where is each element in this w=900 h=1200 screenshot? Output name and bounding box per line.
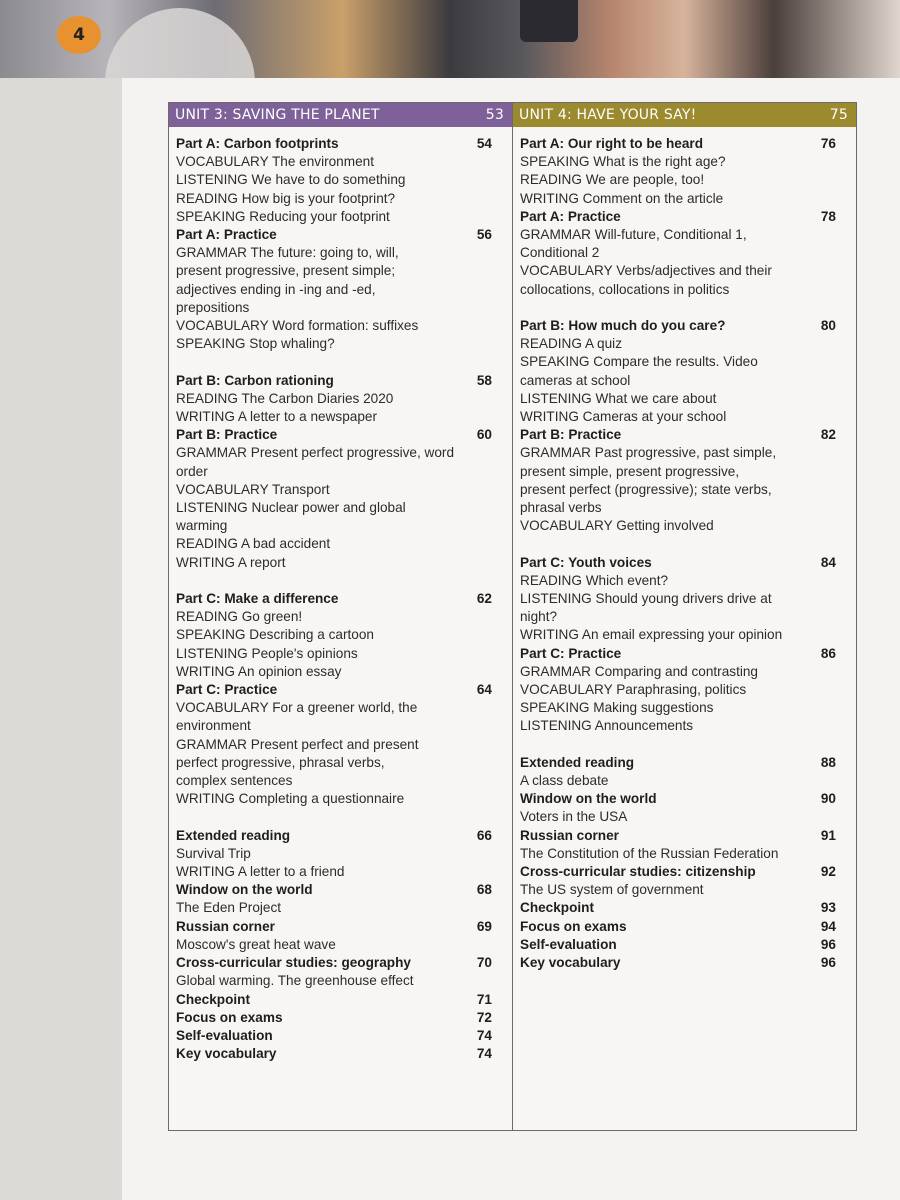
toc-text: READING A bad accident bbox=[176, 536, 331, 552]
unit-3-column bbox=[169, 103, 512, 1063]
unit-page: 75 bbox=[829, 107, 848, 123]
toc-text: Part C: Youth voices bbox=[520, 554, 652, 570]
toc-entry bbox=[176, 481, 512, 499]
toc-entry bbox=[176, 863, 512, 881]
toc-entry bbox=[176, 281, 512, 299]
toc-entry bbox=[520, 608, 856, 626]
section-gap bbox=[520, 299, 856, 317]
toc-text: READING Which event? bbox=[520, 572, 669, 588]
table-of-contents bbox=[168, 102, 857, 1131]
toc-text: Self-evaluation bbox=[176, 1027, 273, 1043]
toc-page-number: 62 bbox=[476, 591, 492, 607]
section-gap bbox=[176, 353, 512, 371]
toc-entry bbox=[520, 444, 856, 462]
toc-text: perfect progressive, phrasal verbs, bbox=[176, 754, 385, 770]
toc-heading bbox=[520, 554, 856, 572]
toc-text: Part B: Carbon rationing bbox=[176, 372, 334, 388]
toc-entry bbox=[176, 663, 512, 681]
toc-entry bbox=[176, 153, 512, 171]
toc-text: SPEAKING What is the right age? bbox=[520, 154, 726, 170]
toc-page-number: 74 bbox=[476, 1027, 492, 1043]
toc-text: cameras at school bbox=[520, 372, 631, 388]
toc-text: VOCABULARY Word formation: suffixes bbox=[176, 318, 419, 334]
toc-entry bbox=[520, 353, 856, 371]
toc-entry bbox=[176, 845, 512, 863]
toc-entry bbox=[520, 244, 856, 262]
toc-text: Focus on exams bbox=[176, 1009, 283, 1025]
toc-text: WRITING An opinion essay bbox=[176, 663, 342, 679]
toc-entry bbox=[176, 171, 512, 189]
toc-entry bbox=[520, 717, 856, 735]
toc-text: Extended reading bbox=[176, 827, 291, 843]
toc-text: LISTENING Should young drivers drive at bbox=[520, 591, 772, 607]
toc-page-number: 94 bbox=[820, 918, 836, 934]
toc-heading bbox=[176, 372, 512, 390]
toc-heading bbox=[520, 135, 856, 153]
toc-text: Extended reading bbox=[520, 754, 635, 770]
unit-4-column bbox=[513, 103, 856, 972]
toc-heading bbox=[520, 426, 856, 444]
toc-text: Russian corner bbox=[520, 827, 619, 843]
toc-text: SPEAKING Describing a cartoon bbox=[176, 627, 374, 643]
toc-text: Focus on exams bbox=[520, 918, 627, 934]
toc-heading bbox=[520, 918, 856, 936]
toc-entry bbox=[176, 754, 512, 772]
toc-text: Survival Trip bbox=[176, 845, 251, 861]
toc-entry bbox=[520, 408, 856, 426]
toc-text: SPEAKING Reducing your footprint bbox=[176, 208, 390, 224]
toc-page-number: 64 bbox=[476, 682, 492, 698]
unit-3-entries bbox=[169, 127, 512, 1063]
toc-entry bbox=[176, 408, 512, 426]
toc-entry bbox=[176, 517, 512, 535]
toc-page-number: 93 bbox=[820, 900, 836, 916]
unit-4-header bbox=[513, 103, 856, 127]
toc-text: Part A: Practice bbox=[176, 227, 277, 243]
toc-heading bbox=[176, 426, 512, 444]
toc-entry bbox=[520, 153, 856, 171]
toc-entry bbox=[176, 463, 512, 481]
toc-text: LISTENING What we care about bbox=[520, 390, 717, 406]
toc-entry bbox=[520, 372, 856, 390]
page-number-badge bbox=[57, 16, 101, 54]
toc-text: Moscow's great heat wave bbox=[176, 936, 336, 952]
toc-page-number: 68 bbox=[476, 882, 492, 898]
toc-heading bbox=[176, 991, 512, 1009]
toc-text: READING We are people, too! bbox=[520, 172, 705, 188]
toc-heading bbox=[176, 590, 512, 608]
toc-text: Part C: Practice bbox=[176, 682, 278, 698]
toc-entry bbox=[176, 645, 512, 663]
toc-heading bbox=[520, 754, 856, 772]
section-gap bbox=[520, 736, 856, 754]
toc-entry bbox=[520, 463, 856, 481]
toc-entry bbox=[176, 554, 512, 572]
toc-text: Part A: Carbon footprints bbox=[176, 136, 339, 151]
toc-text: Checkpoint bbox=[176, 991, 251, 1007]
toc-text: VOCABULARY Paraphrasing, politics bbox=[520, 682, 747, 698]
toc-entry bbox=[176, 899, 512, 917]
toc-text: Cross-curricular studies: citizenship bbox=[520, 864, 756, 880]
toc-page-number: 60 bbox=[476, 427, 492, 443]
toc-text: LISTENING Announcements bbox=[520, 718, 694, 734]
toc-text: VOCABULARY The environment bbox=[176, 154, 374, 170]
toc-entry bbox=[176, 790, 512, 808]
toc-entry bbox=[176, 244, 512, 262]
toc-entry bbox=[176, 335, 512, 353]
toc-entry bbox=[176, 772, 512, 790]
unit-title: UNIT 3: SAVING THE PLANET bbox=[175, 107, 380, 123]
toc-entry bbox=[176, 936, 512, 954]
toc-text: VOCABULARY For a greener world, the bbox=[176, 700, 418, 716]
toc-heading bbox=[520, 645, 856, 663]
toc-text: SPEAKING Stop whaling? bbox=[176, 336, 335, 352]
toc-heading bbox=[176, 135, 512, 153]
toc-text: LISTENING People's opinions bbox=[176, 645, 358, 661]
toc-text: present perfect (progressive); state verbs, bbox=[520, 481, 772, 497]
toc-heading bbox=[176, 881, 512, 899]
toc-heading bbox=[176, 226, 512, 244]
toc-text: The Constitution of the Russian Federation bbox=[520, 845, 779, 861]
toc-text: Part A: Our right to be heard bbox=[520, 136, 704, 151]
toc-text: collocations, collocations in politics bbox=[520, 281, 730, 297]
toc-heading bbox=[520, 899, 856, 917]
toc-text: A class debate bbox=[520, 773, 609, 789]
toc-entry bbox=[520, 572, 856, 590]
toc-entry bbox=[520, 262, 856, 280]
toc-page-number: 70 bbox=[476, 955, 492, 971]
toc-text: Part C: Practice bbox=[520, 645, 622, 661]
toc-text: prepositions bbox=[176, 299, 250, 315]
toc-text: environment bbox=[176, 718, 251, 734]
toc-text: READING How big is your footprint? bbox=[176, 190, 396, 206]
toc-entry bbox=[176, 390, 512, 408]
toc-page-number: 91 bbox=[820, 827, 836, 843]
toc-text: VOCABULARY Verbs/adjectives and their bbox=[520, 263, 772, 279]
toc-heading bbox=[520, 827, 856, 845]
header-photo-strip bbox=[0, 0, 900, 78]
toc-text: phrasal verbs bbox=[520, 500, 602, 516]
toc-entry bbox=[176, 299, 512, 317]
toc-heading bbox=[520, 863, 856, 881]
toc-text: Checkpoint bbox=[520, 900, 595, 916]
toc-entry bbox=[520, 481, 856, 499]
toc-page-number: 96 bbox=[820, 955, 836, 971]
toc-page-number: 82 bbox=[820, 427, 836, 443]
toc-text: Part A: Practice bbox=[520, 208, 621, 224]
page-number: 4 bbox=[73, 25, 85, 45]
toc-text: LISTENING We have to do something bbox=[176, 172, 406, 188]
toc-entry bbox=[520, 626, 856, 644]
toc-text: adjectives ending in -ing and -ed, bbox=[176, 281, 376, 297]
toc-text: present simple, present progressive, bbox=[520, 463, 740, 479]
toc-entry bbox=[176, 972, 512, 990]
toc-entry bbox=[176, 190, 512, 208]
toc-text: VOCABULARY Getting involved bbox=[520, 518, 714, 534]
section-gap bbox=[176, 572, 512, 590]
toc-page-number: 78 bbox=[820, 208, 836, 224]
toc-text: WRITING A letter to a newspaper bbox=[176, 409, 377, 425]
toc-heading bbox=[520, 936, 856, 954]
toc-entry bbox=[176, 262, 512, 280]
toc-entry bbox=[520, 226, 856, 244]
toc-entry bbox=[176, 317, 512, 335]
toc-text: WRITING A letter to a friend bbox=[176, 864, 345, 880]
section-gap bbox=[520, 535, 856, 553]
toc-text: The US system of government bbox=[520, 882, 704, 898]
toc-text: READING The Carbon Diaries 2020 bbox=[176, 390, 394, 406]
toc-text: Window on the world bbox=[176, 882, 313, 898]
toc-entry bbox=[520, 699, 856, 717]
toc-text: GRAMMAR The future: going to, will, bbox=[176, 245, 399, 261]
toc-entry bbox=[520, 772, 856, 790]
toc-text: WRITING Comment on the article bbox=[520, 190, 724, 206]
toc-entry bbox=[520, 590, 856, 608]
toc-entry bbox=[520, 517, 856, 535]
toc-text: Window on the world bbox=[520, 791, 657, 807]
toc-text: warming bbox=[176, 518, 228, 534]
toc-entry bbox=[176, 626, 512, 644]
toc-text: Cross-curricular studies: geography bbox=[176, 955, 411, 971]
toc-entry bbox=[520, 390, 856, 408]
toc-text: WRITING An email expressing your opinion bbox=[520, 627, 783, 643]
toc-text: The Eden Project bbox=[176, 900, 282, 916]
toc-page-number: 58 bbox=[476, 372, 492, 388]
toc-text: SPEAKING Making suggestions bbox=[520, 700, 714, 716]
toc-page-number: 56 bbox=[476, 227, 492, 243]
toc-heading bbox=[176, 827, 512, 845]
toc-entry bbox=[176, 608, 512, 626]
toc-page-number: 76 bbox=[820, 136, 836, 151]
toc-text: READING A quiz bbox=[520, 336, 622, 352]
toc-entry bbox=[520, 171, 856, 189]
toc-entry bbox=[176, 444, 512, 462]
toc-text: READING Go green! bbox=[176, 609, 303, 625]
toc-entry bbox=[520, 190, 856, 208]
toc-entry bbox=[520, 499, 856, 517]
toc-text: WRITING Completing a questionnaire bbox=[176, 791, 405, 807]
toc-text: Part B: Practice bbox=[520, 427, 622, 443]
toc-page-number: 92 bbox=[820, 864, 836, 880]
left-margin bbox=[0, 78, 122, 1200]
toc-entry bbox=[176, 535, 512, 553]
toc-entry bbox=[176, 717, 512, 735]
toc-text: GRAMMAR Will-future, Conditional 1, bbox=[520, 227, 747, 243]
toc-text: WRITING A report bbox=[176, 554, 286, 570]
toc-entry bbox=[520, 845, 856, 863]
toc-page-number: 84 bbox=[820, 554, 836, 570]
toc-heading bbox=[520, 208, 856, 226]
toc-text: Self-evaluation bbox=[520, 936, 617, 952]
toc-page-number: 80 bbox=[820, 318, 836, 334]
toc-heading bbox=[176, 1045, 512, 1063]
toc-text: Voters in the USA bbox=[520, 809, 628, 825]
toc-text: Part C: Make a difference bbox=[176, 591, 339, 607]
toc-entry bbox=[520, 335, 856, 353]
toc-entry bbox=[520, 663, 856, 681]
capitol-dome-image bbox=[105, 8, 255, 78]
toc-page-number: 74 bbox=[476, 1046, 492, 1062]
toc-text: GRAMMAR Present perfect progressive, word bbox=[176, 445, 455, 461]
toc-page-number: 71 bbox=[476, 991, 492, 1007]
unit-page: 53 bbox=[485, 107, 504, 123]
toc-page-number: 96 bbox=[820, 936, 836, 952]
unit-title: UNIT 4: HAVE YOUR SAY! bbox=[519, 107, 697, 123]
toc-entry bbox=[176, 736, 512, 754]
unit-3-header bbox=[169, 103, 512, 127]
toc-text: GRAMMAR Comparing and contrasting bbox=[520, 663, 758, 679]
toc-entry bbox=[520, 808, 856, 826]
toc-text: Conditional 2 bbox=[520, 245, 600, 261]
toc-heading bbox=[176, 681, 512, 699]
toc-text: Key vocabulary bbox=[176, 1046, 277, 1062]
toc-page-number: 66 bbox=[476, 827, 492, 843]
unit-4-entries bbox=[513, 127, 856, 972]
toc-entry bbox=[520, 281, 856, 299]
toc-page-number: 90 bbox=[820, 791, 836, 807]
toc-text: order bbox=[176, 463, 208, 479]
toc-text: present progressive, present simple; bbox=[176, 263, 396, 279]
toc-entry bbox=[520, 881, 856, 899]
toc-page-number: 72 bbox=[476, 1009, 492, 1025]
toc-heading bbox=[176, 1009, 512, 1027]
toc-page-number: 69 bbox=[476, 918, 492, 934]
toc-text: complex sentences bbox=[176, 773, 293, 789]
toc-page-number: 54 bbox=[476, 136, 492, 151]
toc-text: VOCABULARY Transport bbox=[176, 481, 330, 497]
toc-text: night? bbox=[520, 609, 558, 625]
toc-heading bbox=[176, 1027, 512, 1045]
toc-page-number: 88 bbox=[820, 754, 836, 770]
toc-heading bbox=[520, 317, 856, 335]
section-gap bbox=[176, 808, 512, 826]
toc-entry bbox=[176, 699, 512, 717]
toc-heading bbox=[520, 954, 856, 972]
toc-text: Global warming. The greenhouse effect bbox=[176, 973, 414, 989]
toc-text: Russian corner bbox=[176, 918, 275, 934]
toc-text: SPEAKING Compare the results. Video bbox=[520, 354, 758, 370]
toc-entry bbox=[176, 499, 512, 517]
phone-image bbox=[520, 0, 578, 42]
toc-text: Key vocabulary bbox=[520, 955, 621, 971]
toc-text: GRAMMAR Past progressive, past simple, bbox=[520, 445, 777, 461]
toc-text: GRAMMAR Present perfect and present bbox=[176, 736, 419, 752]
toc-text: WRITING Cameras at your school bbox=[520, 409, 727, 425]
toc-text: Part B: How much do you care? bbox=[520, 318, 726, 334]
toc-heading bbox=[176, 918, 512, 936]
toc-heading bbox=[176, 954, 512, 972]
toc-heading bbox=[520, 790, 856, 808]
toc-text: LISTENING Nuclear power and global bbox=[176, 500, 406, 516]
toc-entry bbox=[520, 681, 856, 699]
toc-page-number: 86 bbox=[820, 645, 836, 661]
toc-text: Part B: Practice bbox=[176, 427, 278, 443]
toc-entry bbox=[176, 208, 512, 226]
